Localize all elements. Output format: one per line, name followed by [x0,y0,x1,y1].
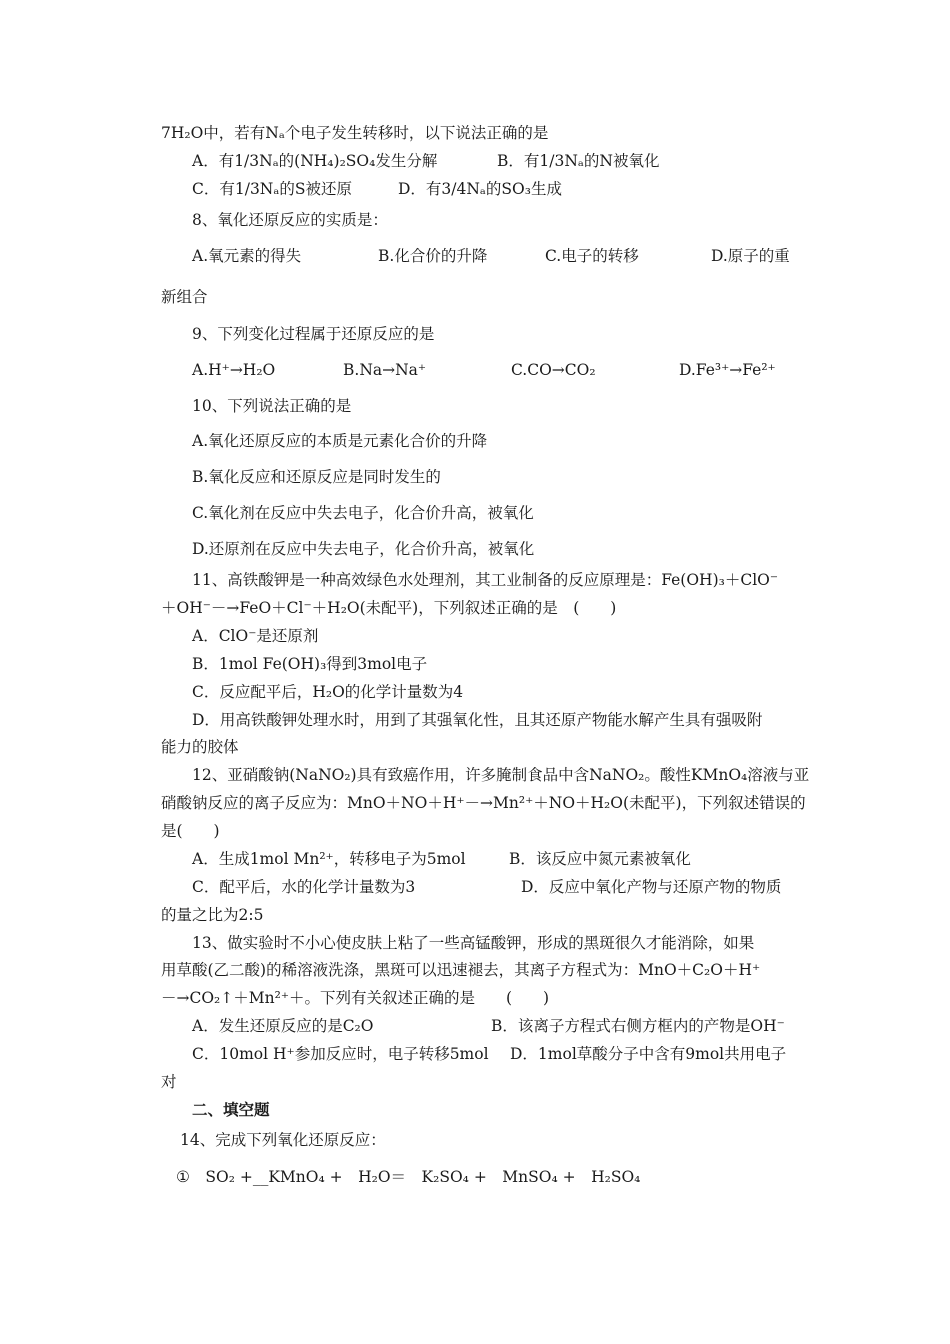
q12-stem-line1: 12、亚硝酸钠(NaNO₂)具有致癌作用，许多腌制食品中含NaNO₂。酸性KMnO₄溶液与亚 [192,766,810,784]
q13-option-d-line1: D．1mol草酸分子中含有9mol共用电子 [510,1045,787,1063]
q8-stem: 8、氧化还原反应的实质是： [192,211,388,229]
q10-option-b: B.氧化反应和还原反应是同时发生的 [192,468,441,486]
q13-stem-line3: －→CO₂↑＋Mn²⁺＋。下列有关叙述正确的是 ( ) [161,989,550,1007]
q13-option-b: B．该离子方程式右侧方框内的产物是OH⁻ [491,1017,785,1035]
q11-stem-line1: 11、高铁酸钾是一种高效绿色水处理剂，其工业制备的反应原理是：Fe(OH)₃＋ClO⁻ [192,571,779,589]
q7-option-c: C．有1/3Nₐ的S被还原 [192,180,352,198]
q13-stem-line1: 13、做实验时不小心使皮肤上粘了一些高锰酸钾，形成的黑斑很久才能消除，如果 [192,934,755,952]
q9-option-b: B.Na→Na⁺ [343,361,427,379]
q9-option-c: C.CO→CO₂ [511,361,596,379]
q7-option-b: B．有1/3Nₐ的N被氧化 [497,152,660,170]
q13-option-d-line2: 对 [161,1073,177,1091]
q10-option-c: C.氧化剂在反应中失去电子，化合价升高，被氧化 [192,504,534,522]
q13-option-a: A．发生还原反应的是C₂O [192,1017,374,1035]
q8-option-b: B.化合价的升降 [378,247,488,265]
q8-option-a: A.氧元素的得失 [192,247,302,265]
q8-option-d-continued: 新组合 [161,288,208,306]
q8-option-c: C.电子的转移 [545,247,639,265]
q9-option-a: A.H⁺→H₂O [192,361,276,379]
q12-option-d-line2: 的量之比为2:5 [161,906,264,924]
q13-stem-line2: 用草酸(乙二酸)的稀溶液洗涤，黑斑可以迅速褪去，其离子方程式为：MnO＋C₂O＋H⁺ [161,961,761,979]
q11-stem-line2: ＋OH⁻－→FeO＋Cl⁻＋H₂O(未配平)，下列叙述正确的是 ( ) [161,599,617,617]
q14-stem: 14、完成下列氧化还原反应： [180,1131,386,1149]
q8-option-d: D.原子的重 [711,247,790,265]
q12-stem-line3: 是( ) [161,822,220,840]
section-title-fill-in: 二、填空题 [192,1100,270,1119]
q13-option-c: C．10mol H⁺参加反应时，电子转移5mol [192,1045,489,1063]
q10-option-a: A.氧化还原反应的本质是元素化合价的升降 [192,432,488,450]
q11-option-d-line2: 能力的胶体 [161,738,239,756]
q7-stem-tail: 7H₂O中，若有Nₐ个电子发生转移时，以下说法正确的是 [161,124,549,142]
q12-option-c: C．配平后，水的化学计量数为3 [192,878,416,896]
q11-option-c: C．反应配平后，H₂O的化学计量数为4 [192,683,464,701]
q9-stem: 9、下列变化过程属于还原反应的是 [192,325,435,343]
q7-option-d: D．有3/4Nₐ的SO₃生成 [398,180,562,198]
q14-equation-1: ① SO₂ +__KMnO₄ + H₂O＝ K₂SO₄ + MnSO₄ + H₂SO₄ [176,1168,641,1186]
q9-option-d: D.Fe³⁺→Fe²⁺ [679,361,776,379]
q7-option-a: A．有1/3Nₐ的(NH₄)₂SO₄发生分解 [192,152,438,170]
q12-option-d-line1: D．反应中氧化产物与还原产物的物质 [521,878,782,896]
q12-option-b: B．该反应中氮元素被氧化 [509,850,691,868]
q11-option-b: B．1mol Fe(OH)₃得到3mol电子 [192,655,428,673]
q12-stem-line2: 硝酸钠反应的离子反应为：MnO＋NO＋H⁺－→Mn²⁺＋NO＋H₂O(未配平)，下列叙述错误的 [161,794,806,812]
q10-option-d: D.还原剂在反应中失去电子，化合价升高，被氧化 [192,540,535,558]
q11-option-a: A．ClO⁻是还原剂 [192,627,319,645]
q11-option-d-line1: D．用高铁酸钾处理水时，用到了其强氧化性，且其还原产物能水解产生具有强吸附 [192,711,763,729]
q10-stem: 10、下列说法正确的是 [192,397,352,415]
q12-option-a: A．生成1mol Mn²⁺，转移电子为5mol [192,850,466,868]
